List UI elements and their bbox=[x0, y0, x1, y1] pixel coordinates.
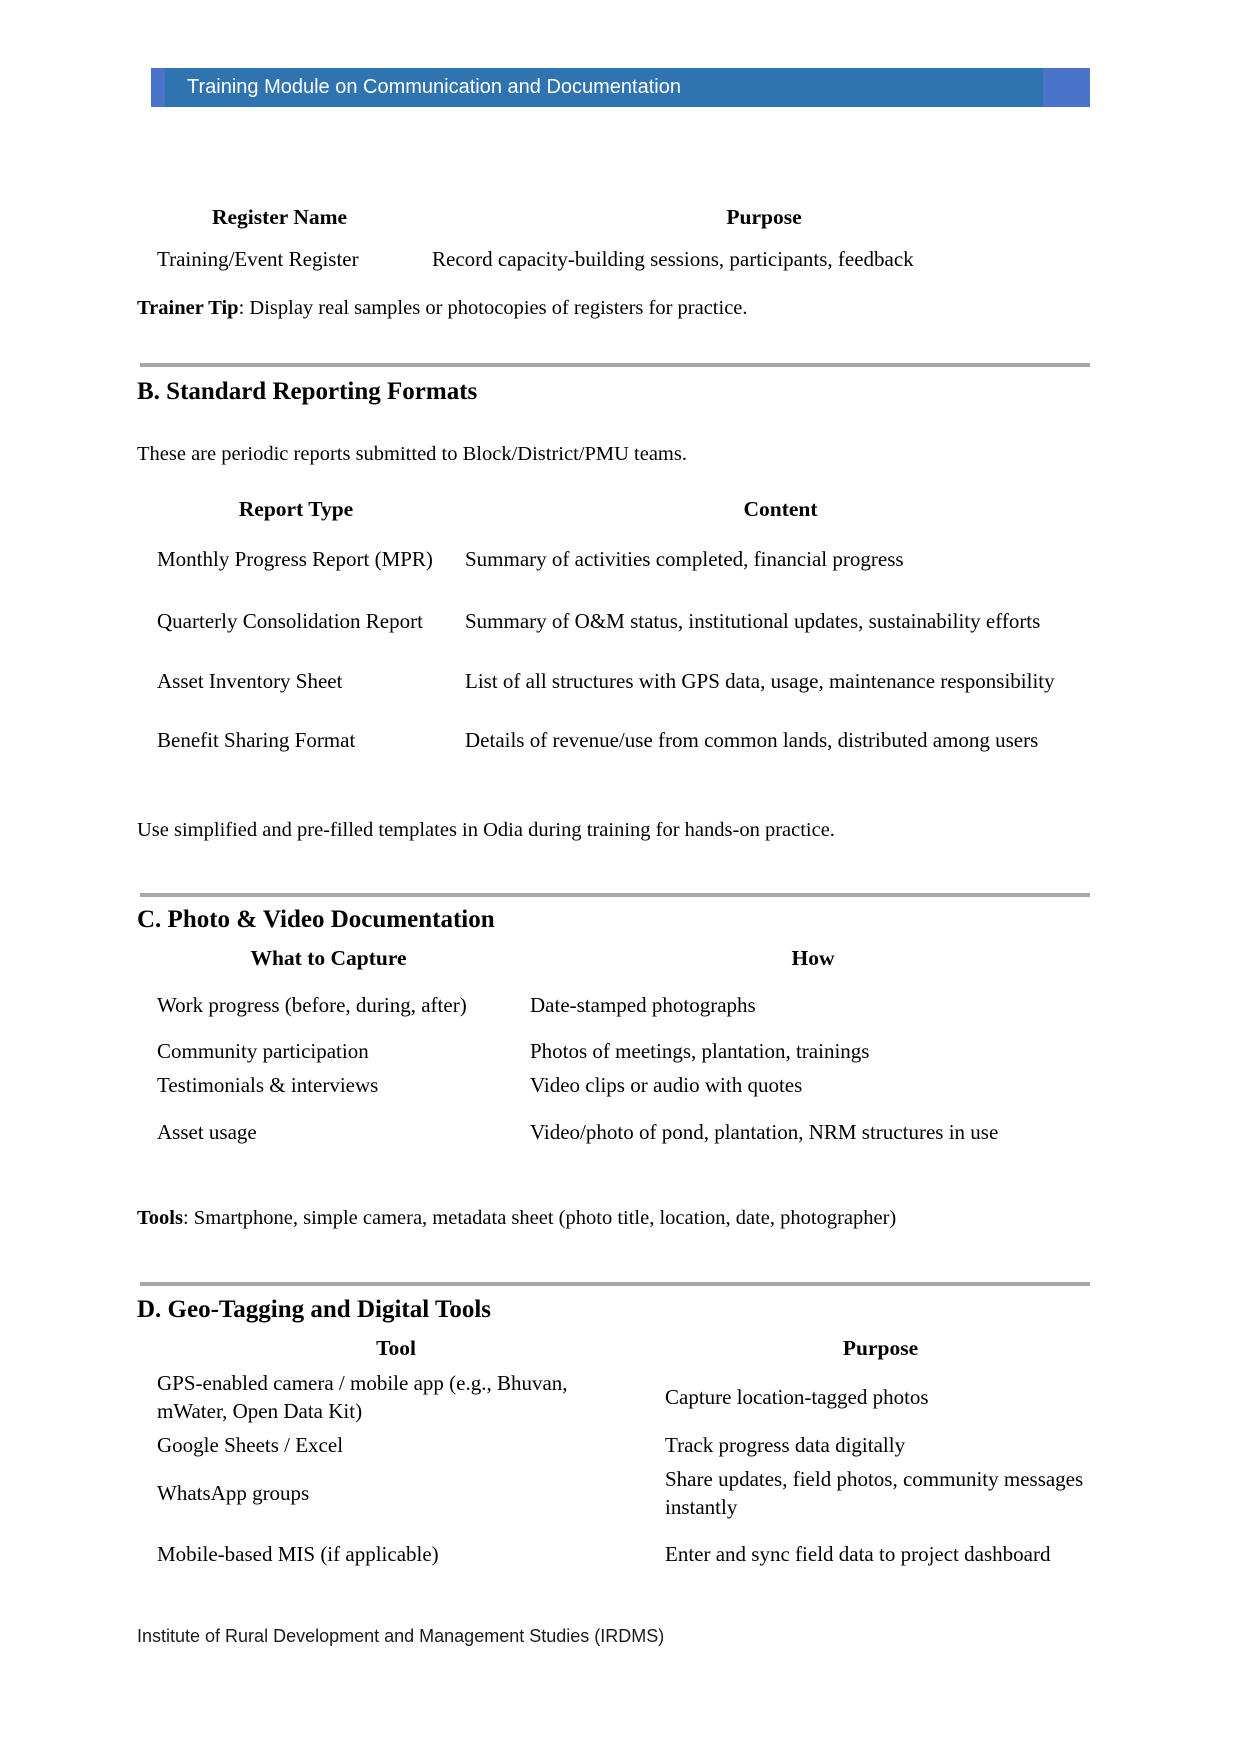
table-cell: Testimonials & interviews bbox=[157, 1073, 379, 1097]
table-cell: Date-stamped photographs bbox=[530, 993, 756, 1017]
table-cell: Community participation bbox=[157, 1039, 369, 1063]
section-divider bbox=[140, 1282, 1090, 1286]
table-cell: Share updates, field photos, community messages instantly bbox=[665, 1467, 1084, 1519]
table-header-row bbox=[137, 940, 1100, 976]
table-cell: Enter and sync field data to project dashboard bbox=[665, 1542, 1051, 1566]
table-row bbox=[137, 1102, 1100, 1162]
table-cell: Asset Inventory Sheet bbox=[157, 669, 343, 693]
table-cell: Video clips or audio with quotes bbox=[530, 1073, 803, 1097]
table-cell: Photos of meetings, plantation, trainings bbox=[530, 1039, 870, 1063]
tools-table bbox=[137, 1330, 1100, 1584]
table-cell: List of all structures with GPS data, usage, maintenance responsibility bbox=[465, 669, 1055, 693]
section-c-heading: C. Photo & Video Documentation bbox=[137, 906, 495, 933]
table-header-cell: Content bbox=[743, 497, 818, 521]
table-header-cell: What to Capture bbox=[250, 946, 407, 970]
table-row bbox=[137, 590, 1100, 652]
table-row bbox=[137, 652, 1100, 710]
register-table bbox=[137, 196, 1100, 280]
table-cell: Capture location-tagged photos bbox=[665, 1385, 929, 1409]
table-cell: Asset usage bbox=[157, 1120, 257, 1144]
capture-table bbox=[137, 940, 1100, 1162]
report-table bbox=[137, 490, 1100, 770]
section-b-intro: These are periodic reports submitted to Block/District/PMU teams. bbox=[137, 443, 687, 465]
table-row bbox=[137, 976, 1100, 1034]
tools-text: : Smartphone, simple camera, metadata sheet (photo title, location, date, photographer) bbox=[182, 1207, 897, 1229]
table-cell: GPS-enabled camera / mobile app (e.g., Bhuvan, mWater, Open Data Kit) bbox=[157, 1371, 568, 1423]
table-cell: Details of revenue/use from common lands, distributed among users bbox=[465, 728, 1039, 752]
table-row bbox=[137, 710, 1100, 770]
page-footer: Institute of Rural Development and Management Studies (IRDMS) bbox=[137, 1626, 665, 1646]
tools-label: Tools bbox=[137, 1207, 183, 1229]
table-header-cell: Purpose bbox=[842, 1336, 919, 1360]
table-header-cell: Tool bbox=[376, 1336, 416, 1360]
section-b-heading: B. Standard Reporting Formats bbox=[137, 378, 478, 405]
table-header-row bbox=[137, 1330, 1100, 1366]
table-row bbox=[137, 1068, 1100, 1102]
table-cell: Benefit Sharing Format bbox=[157, 728, 356, 752]
table-row bbox=[137, 238, 1100, 280]
table-cell: Mobile-based MIS (if applicable) bbox=[157, 1542, 439, 1566]
table-cell: WhatsApp groups bbox=[157, 1481, 310, 1505]
banner-accent-left bbox=[151, 68, 165, 107]
table-header-cell: Report Type bbox=[238, 497, 354, 521]
table-cell: Monthly Progress Report (MPR) bbox=[157, 547, 433, 571]
table-cell: Summary of O&M status, institutional updates, sustainability efforts bbox=[465, 609, 1041, 633]
table-cell: Record capacity-building sessions, participants, feedback bbox=[432, 247, 914, 271]
section-b-note: Use simplified and pre-filled templates in Odia during training for hands-on practice. bbox=[137, 819, 835, 841]
table-row bbox=[137, 1428, 1100, 1462]
table-header-cell: Purpose bbox=[726, 205, 802, 229]
table-cell: Work progress (before, during, after) bbox=[157, 993, 467, 1017]
table-row bbox=[137, 1366, 1100, 1428]
banner-accent-right bbox=[1043, 68, 1090, 107]
trainer-tip-text: : Display real samples or photocopies of registers for practice. bbox=[238, 297, 748, 319]
table-cell: Summary of activities completed, financial progress bbox=[465, 547, 904, 571]
table-cell: Video/photo of pond, plantation, NRM structures in use bbox=[530, 1120, 999, 1144]
table-header-cell: How bbox=[791, 946, 835, 970]
table-cell: Track progress data digitally bbox=[665, 1433, 906, 1457]
table-row bbox=[137, 1524, 1100, 1584]
section-divider bbox=[140, 363, 1090, 367]
table-row bbox=[137, 528, 1100, 590]
table-header-row bbox=[137, 490, 1100, 528]
table-header-row bbox=[137, 196, 1100, 238]
section-d-heading: D. Geo-Tagging and Digital Tools bbox=[137, 1296, 492, 1323]
table-cell: Training/Event Register bbox=[157, 247, 359, 271]
section-divider bbox=[140, 893, 1090, 897]
table-row bbox=[137, 1462, 1100, 1524]
trainer-tip-label: Trainer Tip bbox=[137, 297, 239, 319]
title-banner bbox=[151, 68, 1090, 107]
table-row bbox=[137, 1034, 1100, 1068]
table-cell: Google Sheets / Excel bbox=[157, 1433, 344, 1457]
tools-line bbox=[137, 1204, 1100, 1232]
table-cell: Quarterly Consolidation Report bbox=[157, 609, 423, 633]
trainer-tip bbox=[137, 294, 1100, 322]
banner-title: Training Module on Communication and Documentation bbox=[165, 68, 1043, 107]
table-header-cell: Register Name bbox=[211, 205, 348, 229]
